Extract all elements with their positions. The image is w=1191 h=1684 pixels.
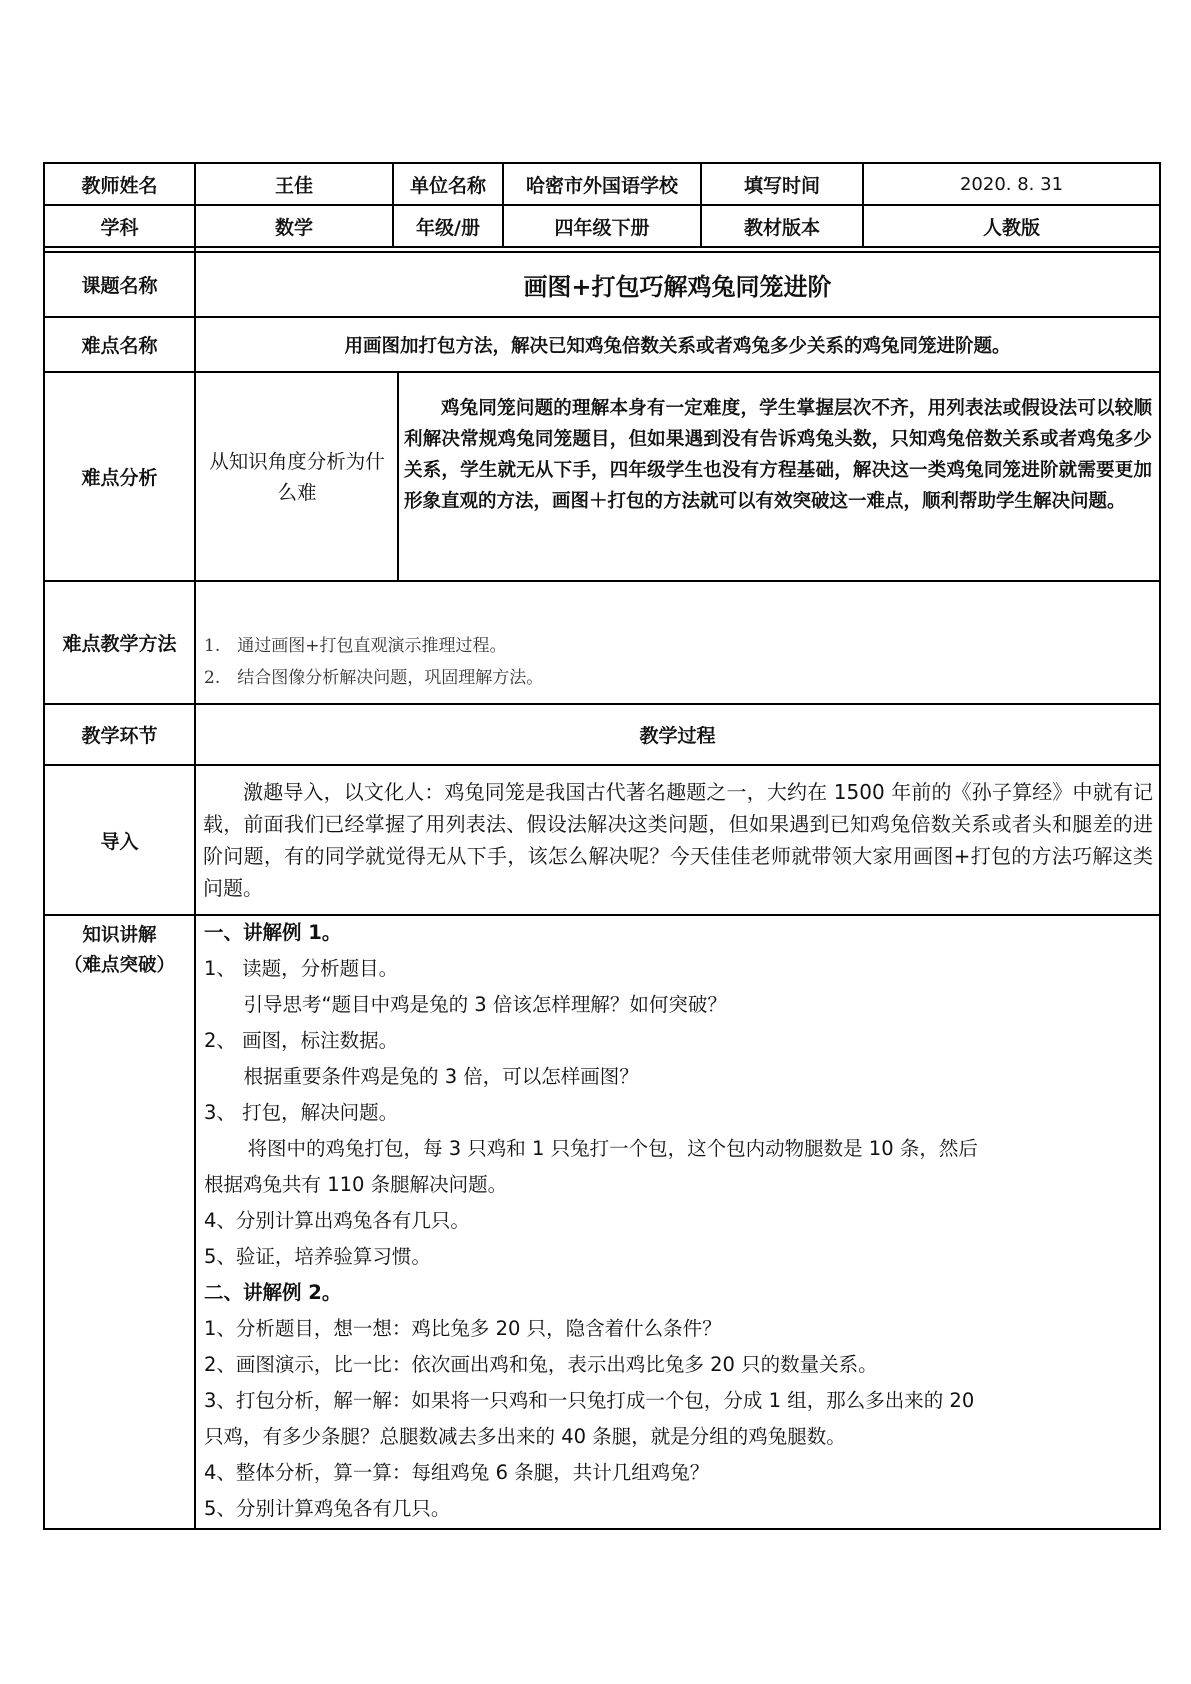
date-value: 2020. 8. 31 — [959, 173, 1064, 195]
knowledge-line: 5、验证，培养验算习惯。 — [204, 1245, 431, 1268]
knowledge-line: 引导思考“题目中鸡是兔的 3 倍该怎样理解？如何突破？ — [224, 993, 727, 1016]
knowledge-label: 知识讲解 — [82, 925, 157, 946]
date-label: 填写时间 — [743, 174, 820, 197]
table-border — [43, 580, 1161, 582]
edition-label: 教材版本 — [743, 216, 820, 239]
teacher-label: 教师姓名 — [81, 174, 158, 197]
knowledge-line: 2、画图演示，比一比：依次画出鸡和兔，表示出鸡比兔多 20 只的数量关系。 — [204, 1353, 878, 1376]
table-border — [397, 371, 399, 582]
intro-label: 导入 — [100, 830, 139, 853]
table-border — [43, 764, 1161, 766]
process-label: 教学环节 — [81, 725, 158, 747]
method-item: 2. 结合图像分析解决问题，巩固理解方法。 — [204, 668, 544, 688]
knowledge-line: 根据鸡兔共有 110 条腿解决问题。 — [204, 1173, 508, 1196]
knowledge-line: 1、分析题目，想一想：鸡比兔多 20 只，隐含着什么条件？ — [204, 1317, 722, 1340]
analysis-label: 难点分析 — [81, 467, 158, 489]
knowledge-line: 3、打包分析，解一解：如果将一只鸡和一只兔打成一个包，分成 1 组，那么多出来的 20 — [204, 1389, 975, 1412]
knowledge-line: 4、分别计算出鸡兔各有几只。 — [204, 1209, 470, 1232]
grade-label: 年级/册 — [416, 216, 480, 239]
unit-value: 哈密市外国语学校 — [525, 174, 678, 197]
knowledge-line: 根据重要条件鸡是兔的 3 倍，可以怎样画图？ — [224, 1065, 639, 1088]
table-border — [1159, 162, 1161, 1530]
subject-value: 数学 — [274, 216, 313, 239]
grade-value: 四年级下册 — [554, 216, 650, 239]
knowledge-line: 只鸡，有多少条腿？总腿数减去多出来的 40 条腿，就是分组的鸡兔腿数。 — [204, 1425, 846, 1448]
difficulty-value: 用画图加打包方法，解决已知鸡兔倍数关系或者鸡兔多少关系的鸡兔同笼进阶题。 — [344, 335, 1011, 357]
table-border — [43, 1528, 1161, 1530]
process-title: 教学过程 — [639, 725, 716, 747]
knowledge-line: 4、整体分析，算一算：每组鸡兔 6 条腿，共计几组鸡兔？ — [204, 1461, 710, 1484]
method-item: 1. 通过画图+打包直观演示推理过程。 — [204, 636, 507, 656]
knowledge-line: 5、分别计算鸡兔各有几只。 — [204, 1497, 451, 1520]
analysis-sub-label: 从知识角度分析为什么难 — [209, 449, 385, 504]
knowledge-heading: 二、讲解例 2。 — [204, 1281, 342, 1304]
topic-label: 课题名称 — [81, 275, 158, 297]
subject-label: 学科 — [100, 216, 139, 239]
edition-value: 人教版 — [982, 216, 1040, 239]
analysis-text: 鸡兔同笼问题的理解本身有一定难度，学生掌握层次不齐，用列表法或假设法可以较顺利解决常规鸡兔同笼题目，但如果遇到没有告诉鸡兔头数，只知鸡兔倍数关系或者鸡兔多少关系，学生就无从下手，四年级学生也没有方程基础，解决这一类鸡兔同笼进阶就需要更加形象直观的方法，画图＋打包的方法就可以有效突破这一难点，顺利帮助学生解决问题。 — [404, 398, 1152, 512]
unit-label: 单位名称 — [409, 174, 486, 197]
topic-title: 画图+打包巧解鸡兔同笼进阶 — [523, 273, 832, 301]
method-label: 难点教学方法 — [62, 633, 177, 655]
teacher-value: 王佳 — [274, 174, 313, 197]
intro-text: 激趣导入，以文化人：鸡兔同笼是我国古代著名趣题之一，大约在 1500 年前的《孙子算经》中就有记载，前面我们已经掌握了用列表法、假设法解决这类问题，但如果遇到已知鸡兔倍数关系或者头和腿差的进阶问题，有的同学就觉得无从下手，该怎么解决呢？今天佳佳老师就带领大家用画图+打包的方法巧解这类问题。 — [203, 780, 1153, 900]
knowledge-line: 1、 读题，分析题目。 — [204, 957, 399, 980]
knowledge-heading: 一、讲解例 1。 — [204, 921, 342, 944]
knowledge-line: 3、 打包，解决问题。 — [204, 1101, 399, 1124]
table-border — [43, 914, 1161, 916]
table-border — [43, 246, 1161, 248]
knowledge-sublabel: （难点突破） — [63, 955, 175, 976]
knowledge-line: 将图中的鸡兔打包，每 3 只鸡和 1 只兔打一个包，这个包内动物腿数是 10 条，然后 — [228, 1137, 978, 1160]
difficulty-label: 难点名称 — [81, 335, 158, 357]
knowledge-line: 2、 画图，标注数据。 — [204, 1029, 399, 1052]
